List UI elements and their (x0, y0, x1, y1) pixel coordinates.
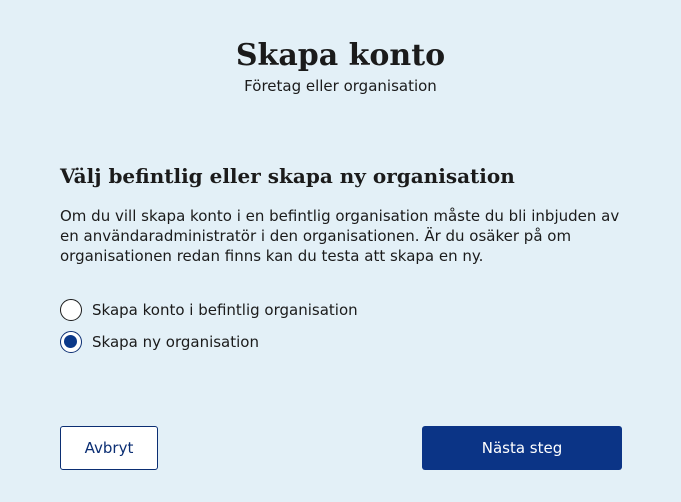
radio-button-existing-organisation[interactable] (60, 299, 82, 321)
radio-option-existing-organisation[interactable] (60, 297, 358, 323)
page-title: Skapa konto (235, 38, 446, 73)
radio-label-existing-organisation[interactable]: Skapa konto i befintlig organisation (92, 301, 358, 319)
radio-option-new-organisation[interactable] (60, 329, 358, 355)
section-heading: Välj befintlig eller skapa ny organisation (60, 164, 515, 188)
page-subtitle: Företag eller organisation (244, 77, 437, 95)
radio-button-new-organisation[interactable] (60, 331, 82, 353)
radio-label-new-organisation[interactable]: Skapa ny organisation (92, 333, 259, 351)
organisation-radio-group (60, 297, 358, 361)
radio-selected-dot (64, 335, 77, 348)
next-step-button[interactable]: Nästa steg (422, 426, 622, 470)
section-description: Om du vill skapa konto i en befintlig organisation måste du bli inbjuden av en användaradministratör i den organisationen. Är du osäker på om organisationen redan finns kan du testa att skapa en ny. (60, 207, 620, 265)
cancel-button[interactable]: Avbryt (60, 426, 158, 470)
